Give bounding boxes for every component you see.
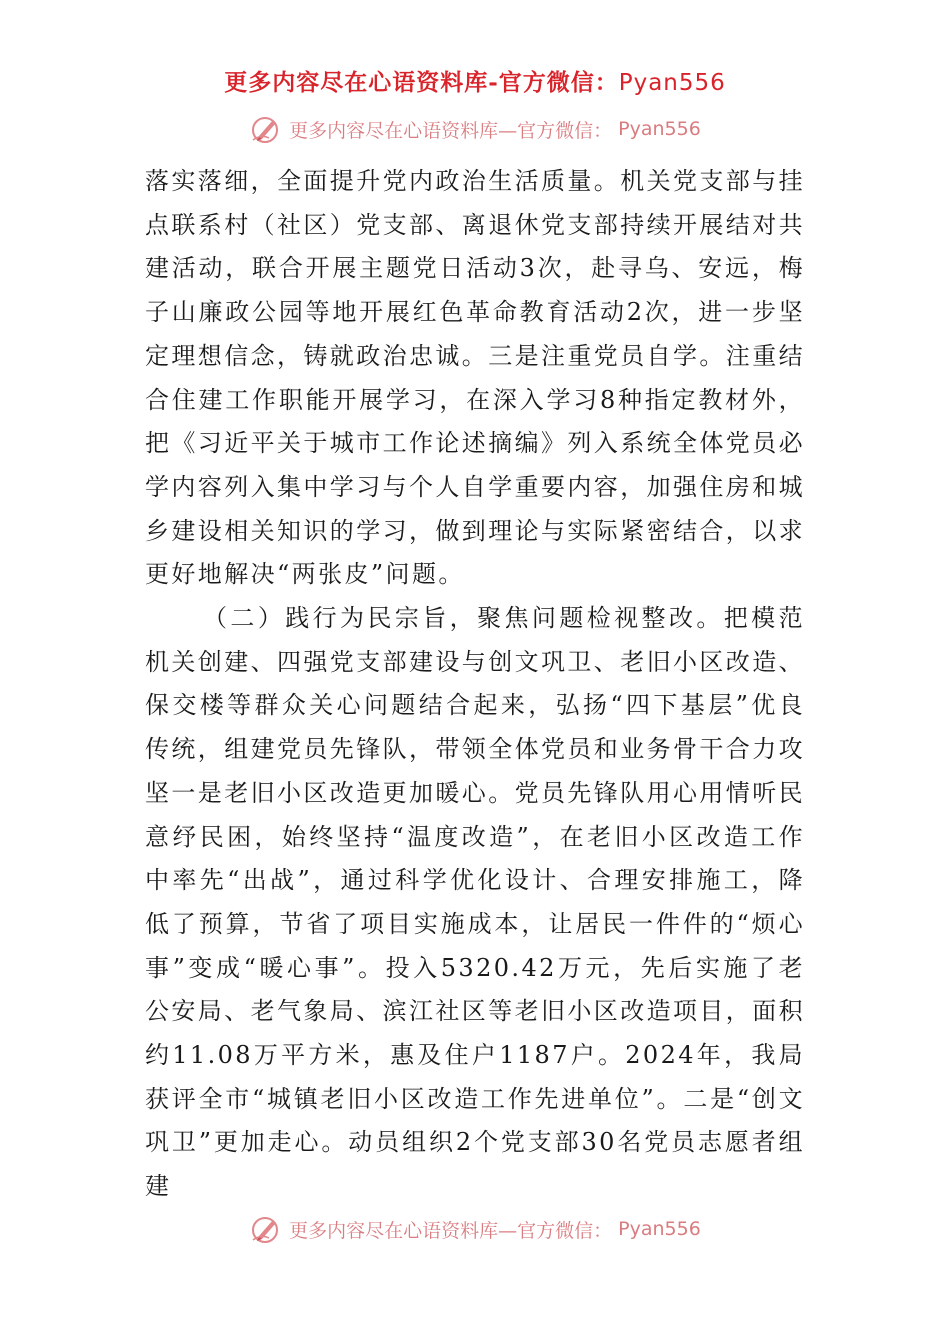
paragraph-2: （二）践行为民宗旨，聚焦问题检视整改。把模范机关创建、四强党支部建设与创文巩卫、老旧小区改造、保交楼等群众关心问题结合起来，弘扬“四下基层”优良传统，组建党员先锋队，带领全体党员和业务骨干合力攻坚一是老旧小区改造更加暖心。党员先锋队用心用情听民意纾民困，始终坚持“温度改造”，在老旧小区改造工作中率先“出战”，通过科学优化设计、合理安排施工，降低了预算，节省了项目实施成本，让居民一件件的“烦心事”变成“暖心事”。投入5320.42万元，先后实施了老公安局、老气象局、滨江社区等老旧小区改造项目，面积约11.08万平方米，惠及住户1187户。2024年，我局获评全市“城镇老旧小区改造工作先进单位”。二是“创文巩卫”更加走心。动员组织2个党支部30名党员志愿者组建	[145, 604, 805, 1201]
header-watermark	[0, 112, 950, 151]
banner-text: 更多内容尽在心语资料库-官方微信：	[224, 69, 619, 96]
document-body	[145, 160, 805, 1209]
pen-logo-icon	[249, 112, 283, 146]
watermark-text: 更多内容尽在心语资料库—官方微信：	[289, 1219, 613, 1242]
footer-watermark	[0, 1212, 950, 1251]
watermark-text: 更多内容尽在心语资料库—官方微信：	[289, 119, 613, 142]
paragraph-1: 落实落细，全面提升党内政治生活质量。机关党支部与挂点联系村（社区）党支部、离退休党支部持续开展结对共建活动，联合开展主题党日活动3次，赴寻乌、安远，梅子山廉政公园等地开展红色革命教育活动2次，进一步坚定理想信念，铸就政治忠诚。三是注重党员自学。注重结合住建工作职能开展学习，在深入学习8种指定教材外，把《习近平关于城市工作论述摘编》列入系统全体党员必学内容列入集中学习与个人自学重要内容，加强住房和城乡建设相关知识的学习，做到理论与实际紧密结合，以求更好地解决“两张皮”问题。	[145, 167, 805, 589]
watermark-wechat-id: Pyan556	[618, 1218, 701, 1240]
top-banner	[0, 64, 950, 97]
banner-wechat-id: Pyan556	[618, 70, 726, 96]
watermark-wechat-id: Pyan556	[618, 118, 701, 140]
pen-logo-icon	[249, 1212, 283, 1246]
